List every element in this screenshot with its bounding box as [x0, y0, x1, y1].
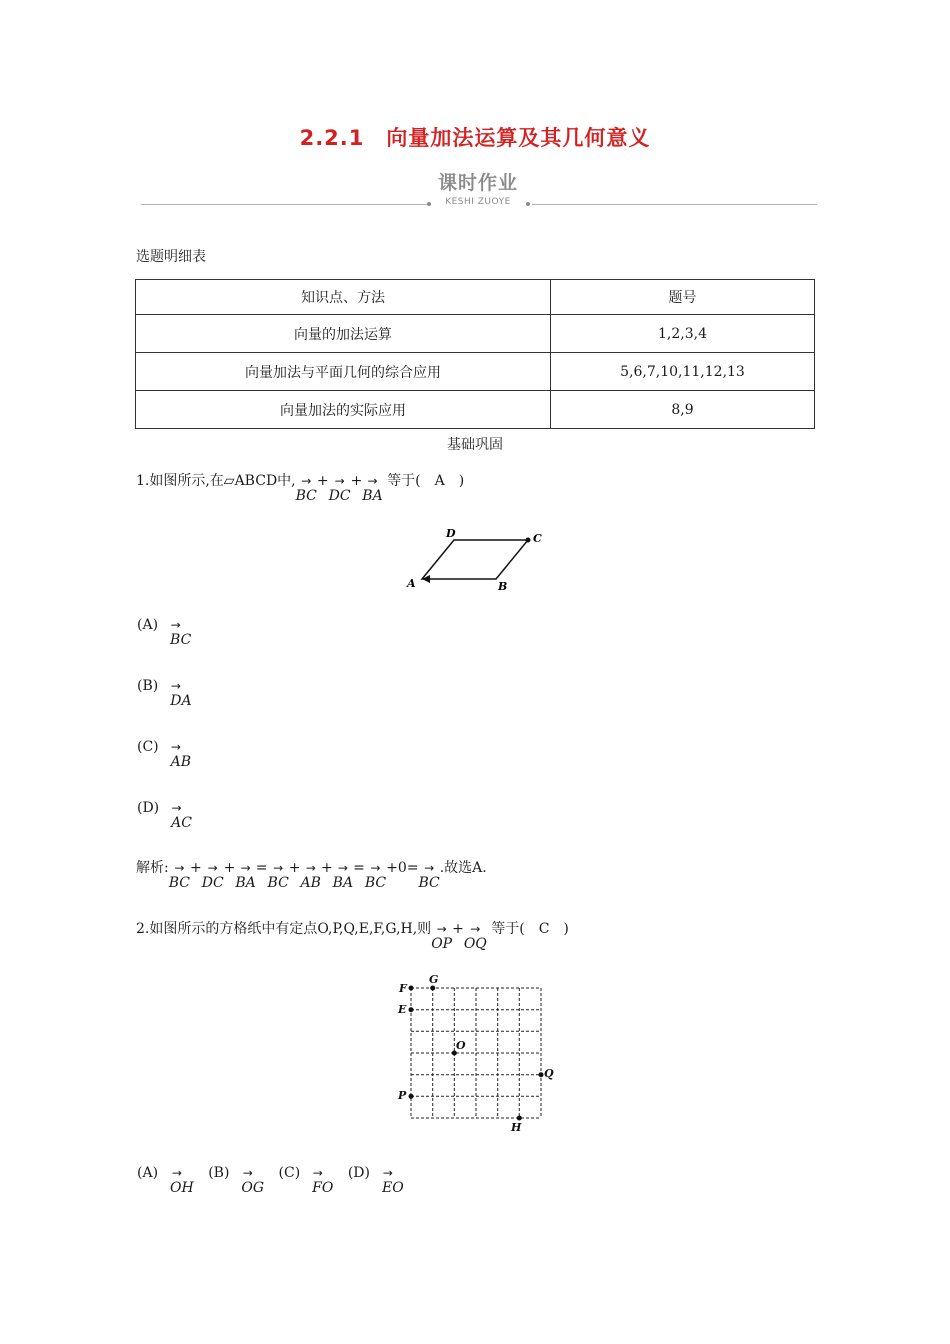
point-label: H: [511, 1121, 522, 1134]
question-2-stem: 2.如图所示的方格纸中有定点O,P,Q,E,F,G,H,则 → OP + → OQ 等于( C ): [136, 921, 569, 952]
table-cell: 向量的加法运算: [136, 315, 551, 353]
table-row: [136, 391, 815, 429]
option-d: (D) → AC: [137, 800, 192, 831]
point-label: B: [498, 580, 508, 593]
option-c: (C) → FO: [278, 1165, 334, 1196]
vector-term: → OQ: [463, 922, 487, 952]
question-text: 1.如图所示,在▱ABCD中,: [136, 473, 296, 489]
vector-term: → BC: [418, 861, 440, 891]
option-c: (C) → AB: [137, 739, 192, 770]
table-row: [136, 315, 815, 353]
point-label: G: [429, 973, 439, 986]
vector-term: → BC: [267, 861, 289, 891]
vector-term: → OP: [431, 922, 453, 952]
point-label: D: [446, 527, 456, 540]
point-label: O: [456, 1039, 466, 1052]
vector-term: → BA: [362, 474, 383, 504]
section-heading: 基础巩固: [447, 437, 503, 453]
table-header-row: [136, 280, 815, 315]
vector-term: → BC: [364, 861, 387, 891]
question-tail: 等于( A ): [387, 473, 465, 489]
header-divider-right: [532, 204, 817, 205]
question-2-options: [137, 1166, 404, 1196]
table-caption: 选题明细表: [136, 249, 206, 265]
divider-dot-right: [526, 202, 530, 206]
option-d: (D) → EO: [347, 1165, 404, 1196]
vector-term: → BC: [295, 474, 317, 504]
question-1-analysis: 解析: → BC + → DC + → BA = → BC + → AB + → BA = → BC +0= → BC .故选A.: [136, 860, 487, 891]
point-label: F: [399, 982, 407, 995]
point-label: A: [407, 577, 416, 590]
vector-term: → DC: [201, 861, 224, 891]
subtitle-pinyin: KESHI ZUOYE: [445, 197, 511, 207]
vector-term: → AB: [300, 861, 321, 891]
header-divider-left: [141, 204, 429, 205]
table-cell: 向量加法的实际应用: [136, 391, 551, 429]
point-label: E: [398, 1003, 407, 1016]
table-header-cell: 题号: [551, 280, 815, 315]
grid-figure: [390, 970, 565, 1140]
parallelogram-figure: [400, 522, 550, 594]
vector-term: → BC: [168, 861, 190, 891]
point-label: C: [533, 532, 542, 545]
point-label: P: [398, 1089, 407, 1102]
table-cell: 向量加法与平面几何的综合应用: [136, 353, 551, 391]
table-cell: 5,6,7,10,11,12,13: [551, 353, 815, 391]
table-cell: 8,9: [551, 391, 815, 429]
question-1-stem: 1.如图所示,在▱ABCD中, → BC + → DC + → BA 等于( A ): [136, 473, 465, 504]
option-a: (A) → BC: [137, 617, 192, 648]
topic-table: [135, 279, 815, 429]
vector-term: → BA: [332, 861, 354, 891]
option-b: (B) → DA: [137, 678, 192, 709]
vector-term: → DC: [328, 474, 351, 504]
page-title: 2.2.1 向量加法运算及其几何意义: [299, 126, 651, 150]
option-a: (A) → OH: [137, 1165, 194, 1196]
question-tail: 等于( C ): [491, 921, 569, 937]
vector-term: → BA: [235, 861, 256, 891]
option-b: (B) → OG: [208, 1165, 265, 1196]
table-header-cell: 知识点、方法: [136, 280, 551, 315]
table-cell: 1,2,3,4: [551, 315, 815, 353]
divider-dot-left: [427, 202, 431, 206]
question-text: 2.如图所示的方格纸中有定点O,P,Q,E,F,G,H,则: [136, 921, 432, 937]
page-subtitle: 课时作业: [437, 172, 518, 194]
point-label: Q: [544, 1067, 554, 1080]
table-row: [136, 353, 815, 391]
